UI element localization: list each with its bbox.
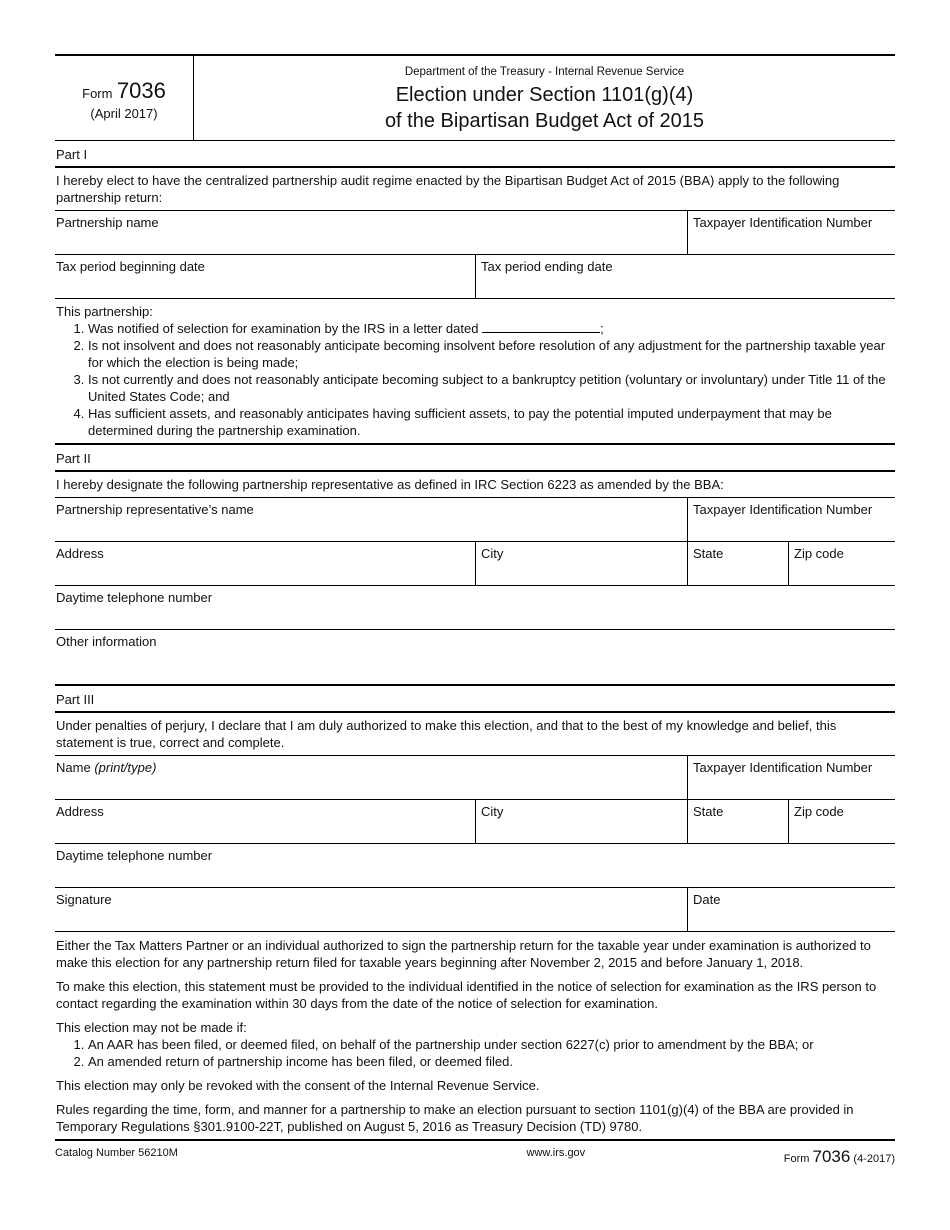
- rep-city-label: City: [481, 546, 504, 561]
- rep-zip-label: Zip code: [794, 546, 844, 561]
- signer-address-label: Address: [56, 804, 104, 819]
- part3-intro: Under penalties of perjury, I declare that I am duly authorized to make this election, and that to the best of my knowledge and belief, this statement is true, correct and complete.: [55, 713, 895, 756]
- catalog-number: Catalog Number 56210M: [55, 1147, 178, 1159]
- condition-item-2: 2. Is not insolvent and does not reasonably anticipate becoming insolvent before resolution of any adjustment for the partnership taxable year for which the election is being made;: [88, 337, 893, 371]
- instruction-p5: Rules regarding the time, form, and manner for a partnership to make an election pursuant to section 1101(g)(4) of the BBA are provided in Temporary Regulations §301.9100-22T, published on August 5, 2016 as Treasury Decision (TD) 9780.: [56, 1102, 854, 1134]
- date-label: Date: [693, 892, 721, 907]
- signer-name-label: Name: [56, 760, 91, 775]
- part3-row-signature: [55, 888, 895, 932]
- part1-conditions: [55, 299, 895, 445]
- partnership-tin-label: Taxpayer Identification Number: [693, 215, 873, 230]
- part3-row-phone: [55, 844, 895, 888]
- department-name: Department of the Treasury - Internal Revenue Service: [404, 66, 685, 78]
- signer-address-field[interactable]: [55, 800, 475, 843]
- form-header: [55, 54, 895, 141]
- rep-tin-field[interactable]: [687, 498, 895, 541]
- condition-1-end: ;: [600, 321, 604, 336]
- instruction-p4: This election may only be revoked with the consent of the Internal Revenue Service.: [56, 1078, 540, 1093]
- letter-date-blank[interactable]: [482, 320, 600, 333]
- form-footer: [55, 1141, 895, 1167]
- tax-period-begin-label: Tax period beginning date: [56, 259, 205, 274]
- rep-zip-field[interactable]: [788, 542, 895, 585]
- rep-address-field[interactable]: [55, 542, 475, 585]
- condition-1-text: Was notified of selection for examination by the IRS in a letter dated: [88, 321, 479, 336]
- part2-heading: Part II: [55, 445, 895, 472]
- part2-row-other: [55, 630, 895, 686]
- part2-row-address: [55, 542, 895, 586]
- irs-website: www.irs.gov: [526, 1147, 586, 1159]
- footer-revision: (4-2017): [853, 1153, 895, 1165]
- rep-address-label: Address: [56, 546, 104, 561]
- part3-heading: Part III: [55, 686, 895, 713]
- instruction-p2: To make this election, this statement must be provided to the individual identified in the notice of selection for examination as the IRS person to contact regarding the examination within 30 days from the date of the notice of selection for examination.: [56, 979, 877, 1011]
- rep-state-label: State: [693, 546, 724, 561]
- form-title-line1: Election under Section 1101(g)(4): [395, 84, 694, 106]
- condition-item-1: [88, 320, 893, 337]
- signer-city-label: City: [481, 804, 504, 819]
- tax-period-begin-field[interactable]: [55, 255, 475, 298]
- form-title-box: [194, 56, 895, 140]
- restrictions-list: [56, 1036, 893, 1070]
- part1-heading: Part I: [55, 141, 895, 168]
- part2-intro: I hereby designate the following partnership representative as defined in IRC Section 6223 as amended by the BBA:: [55, 472, 895, 498]
- partnership-name-field[interactable]: [55, 211, 687, 254]
- signer-name-field[interactable]: [55, 756, 687, 799]
- form-id-box: [55, 56, 194, 140]
- rep-name-label: Partnership representative’s name: [56, 502, 254, 517]
- part3-row-name: [55, 756, 895, 800]
- rep-phone-field[interactable]: [55, 586, 895, 629]
- signer-name-hint: (print/type): [94, 760, 157, 775]
- restriction-item-1: 1. An AAR has been filed, or deemed filed, on behalf of the partnership under section 6227(c) prior to amendment by the BBA; or: [88, 1036, 893, 1053]
- signer-zip-label: Zip code: [794, 804, 844, 819]
- conditions-list: [56, 320, 893, 439]
- signer-phone-field[interactable]: [55, 844, 895, 887]
- tax-period-end-label: Tax period ending date: [481, 259, 613, 274]
- part1-row-name: [55, 211, 895, 255]
- form-word: Form: [82, 86, 113, 101]
- rep-city-field[interactable]: [475, 542, 687, 585]
- other-info-field[interactable]: [55, 630, 895, 684]
- condition-item-4: 4. Has sufficient assets, and reasonably anticipates having sufficient assets, to pay the potential imputed underpayment that may be determined during the partnership examination.: [88, 405, 893, 439]
- other-info-label: Other information: [56, 634, 157, 649]
- signature-field[interactable]: [55, 888, 687, 931]
- signer-tin-label: Taxpayer Identification Number: [693, 760, 873, 775]
- signature-label: Signature: [56, 892, 112, 907]
- condition-item-3: 3. Is not currently and does not reasonably anticipate becoming subject to a bankruptcy petition (voluntary or involuntary) under Title 11 of the United States Code; and: [88, 371, 893, 405]
- signer-phone-label: Daytime telephone number: [56, 848, 213, 863]
- part1-row-period: [55, 255, 895, 299]
- signer-state-label: State: [693, 804, 724, 819]
- part1-intro: I hereby elect to have the centralized partnership audit regime enacted by the Bipartisan Budget Act of 2015 (BBA) apply to the following partnership return:: [55, 168, 895, 211]
- this-partnership-label: This partnership:: [56, 304, 153, 319]
- form-revision: (April 2017): [90, 106, 158, 121]
- restriction-item-2: 2. An amended return of partnership income has been filed, or deemed filed.: [88, 1053, 893, 1070]
- instructions: [55, 932, 895, 1141]
- part3-row-address: [55, 800, 895, 844]
- signer-city-field[interactable]: [475, 800, 687, 843]
- footer-form-number: 7036: [812, 1147, 851, 1166]
- form-title-line2: of the Bipartisan Budget Act of 2015: [384, 110, 705, 132]
- irs-form-7036: [55, 54, 895, 1167]
- part2-row-phone: [55, 586, 895, 630]
- tax-period-end-field[interactable]: [475, 255, 895, 298]
- instruction-p1: Either the Tax Matters Partner or an individual authorized to sign the partnership return for the taxable year under examination is authorized to make this election for any partnership return filed for taxable years beginning after November 2, 2015 and before January 1, 2018.: [56, 938, 871, 970]
- rep-tin-label: Taxpayer Identification Number: [693, 502, 873, 517]
- signer-state-field[interactable]: [687, 800, 788, 843]
- part2-row-name: [55, 498, 895, 542]
- rep-name-field[interactable]: [55, 498, 687, 541]
- instruction-p3: This election may not be made if:: [56, 1020, 247, 1035]
- rep-phone-label: Daytime telephone number: [56, 590, 213, 605]
- partnership-tin-field[interactable]: [687, 211, 895, 254]
- signer-tin-field[interactable]: [687, 756, 895, 799]
- rep-state-field[interactable]: [687, 542, 788, 585]
- form-number: 7036: [116, 78, 166, 103]
- signer-zip-field[interactable]: [788, 800, 895, 843]
- partnership-name-label: Partnership name: [56, 215, 159, 230]
- footer-form-id: [784, 1147, 895, 1167]
- footer-form-word: Form: [783, 1153, 810, 1165]
- date-field[interactable]: [687, 888, 895, 931]
